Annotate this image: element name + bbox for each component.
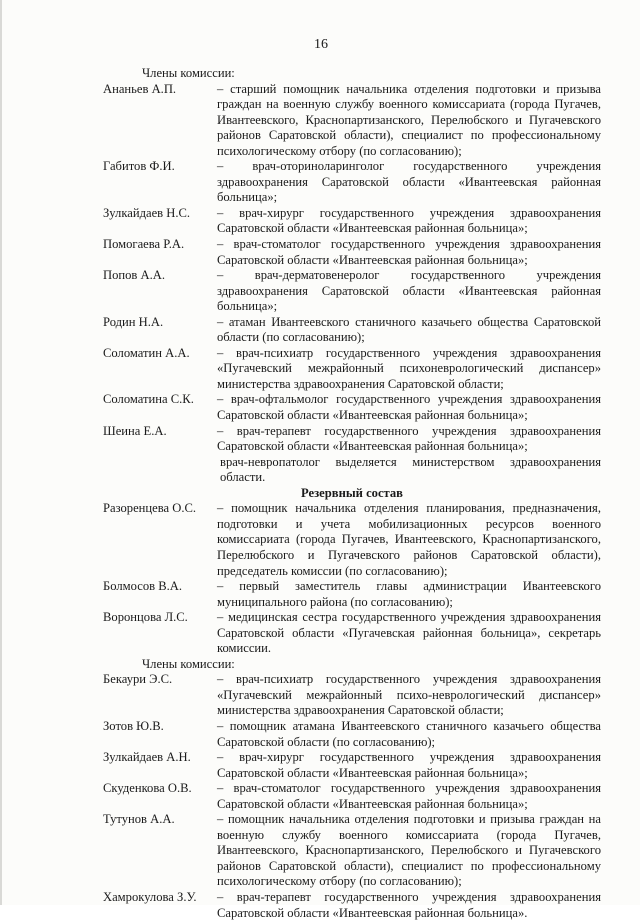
member-name: Разоренцева О.С.	[103, 501, 197, 516]
list-item	[103, 750, 601, 781]
list-item	[103, 268, 601, 315]
member-name: Воронцова Л.С.	[103, 610, 188, 625]
page-number: 16	[314, 37, 328, 52]
list-item	[103, 206, 601, 237]
list-item	[103, 579, 601, 610]
member-name: Болмосов В.А.	[103, 579, 183, 594]
member-name: Тутунов А.А.	[103, 812, 175, 827]
member-name: Зотов Ю.В.	[103, 718, 164, 733]
list-item	[103, 346, 601, 393]
member-description: – медицинская сестра государственного учреждения здравоохранения Саратовской области «Пугачевская районная больница», секретарь комиссии.	[217, 610, 601, 656]
members-label: Члены комиссии:	[142, 66, 235, 80]
list-item	[103, 610, 601, 657]
list-item	[103, 424, 601, 455]
member-description: – врач-офтальмолог государственного учреждения здравоохранения Саратовской области «Ивантеевская районная больница»;	[217, 392, 601, 423]
member-description: – атаман Ивантеевского станичного казачьего общества Саратовской области (по согласованию);	[217, 314, 601, 345]
member-name: Зулкайдаев Н.С.	[103, 205, 191, 220]
member-description: – врач-психиатр государственного учреждения здравоохранения «Пугачевский межрайонный психоневрологический диспансер» министерства здравоохранения Саратовской области;	[217, 345, 601, 391]
member-description: – врач-психиатр государственного учреждения здравоохранения «Пугачевский межрайонный психо-неврологический диспансер» министерства здравоохранения Саратовской области;	[217, 672, 601, 718]
member-description: – врач-терапевт государственного учреждения здравоохранения Саратовской области «Ивантеевская районная больница».	[217, 889, 601, 920]
member-name: Бекаури Э.С.	[103, 672, 173, 687]
neuro-note: врач-невропатолог выделяется министерством здравоохранения области.	[220, 454, 601, 485]
list-item	[103, 501, 601, 579]
member-name: Попов А.А.	[103, 268, 166, 283]
list-item	[103, 812, 601, 890]
main-members-list	[103, 82, 601, 455]
list-item	[103, 672, 601, 719]
member-description: – врач-хирург государственного учреждения здравоохранения Саратовской области «Ивантеевская районная больница»;	[217, 205, 601, 236]
reserve-members-list	[103, 672, 601, 921]
member-description: – помощник начальника отделения подготовки и призыва граждан на военную службу военного комиссариата (города Пугачев, Ивантеевского, Краснопартизанского, Перелюбского и Пугачевского районов Саратовской области), специалист по профессиональному психологическому отбору (по согласованию);	[217, 812, 601, 889]
reserve-leaders-list	[103, 501, 601, 656]
list-item	[103, 82, 601, 160]
list-item	[103, 237, 601, 268]
member-description: – врач-стоматолог государственного учреждения здравоохранения Саратовской области «Ивантеевская районная больница»;	[217, 781, 601, 811]
member-name: Хамрокулова З.У.	[103, 889, 197, 904]
reserve-heading: Резервный состав	[301, 485, 403, 500]
member-name: Ананьев А.П.	[103, 81, 177, 96]
member-name: Шеина Е.А.	[103, 423, 167, 438]
member-description: – врач-стоматолог государственного учреждения здравоохранения Саратовской области «Ивантеевская районная больница»;	[217, 237, 601, 267]
list-item	[103, 159, 601, 206]
member-description: – помощник атамана Ивантеевского станичного казачьего общества Саратовской области (по согласованию);	[217, 718, 601, 749]
document-body	[103, 66, 601, 921]
member-description: – старший помощник начальника отделения подготовки и призыва граждан на военную службу военного комиссариата (города Пугачев, Ивантеевского, Краснопартизанского, Перелюбского и Пугачевского районов Саратовской области), специалист по профессиональному психологическому отбору (по согласованию);	[217, 81, 601, 158]
list-item	[103, 315, 601, 346]
member-name: Соломатина С.К.	[103, 392, 194, 407]
reserve-members-label: Члены комиссии:	[142, 656, 235, 671]
member-name: Скуденкова О.В.	[103, 781, 192, 796]
list-item	[103, 392, 601, 423]
member-name: Родин Н.А.	[103, 314, 164, 329]
member-name: Соломатин А.А.	[103, 345, 190, 360]
list-item	[103, 890, 601, 921]
member-description: – врач-дерматовенеролог государственного учреждения здравоохранения Саратовской области «Ивантеевская районная больница»;	[217, 268, 601, 314]
member-description: – врач-терапевт государственного учреждения здравоохранения Саратовской области «Ивантеевская районная больница»;	[217, 423, 601, 454]
list-item	[103, 781, 601, 812]
member-name: Зулкайдаев А.Н.	[103, 750, 191, 765]
member-name: Помогаева Р.А.	[103, 237, 185, 252]
member-description: – врач-оториноларинголог государственного учреждения здравоохранения Саратовской области «Ивантеевская районная больница»;	[217, 159, 601, 205]
member-description: – врач-хирург государственного учреждения здравоохранения Саратовской области «Ивантеевская районная больница»;	[217, 750, 601, 780]
member-description: – помощник начальника отделения планирования, предназначения, подготовки и учета мобилизационных ресурсов военного комиссариата (города Пугачев, Ивантеевского, Краснопартизанского, Перелюбского и Пугачевского районов Саратовской области), председатель комиссии (по согласованию);	[217, 501, 601, 578]
member-description: – первый заместитель главы администрации Ивантеевского муниципального района (по согласованию);	[217, 579, 601, 609]
member-name: Габитов Ф.И.	[103, 159, 175, 174]
list-item	[103, 719, 601, 750]
